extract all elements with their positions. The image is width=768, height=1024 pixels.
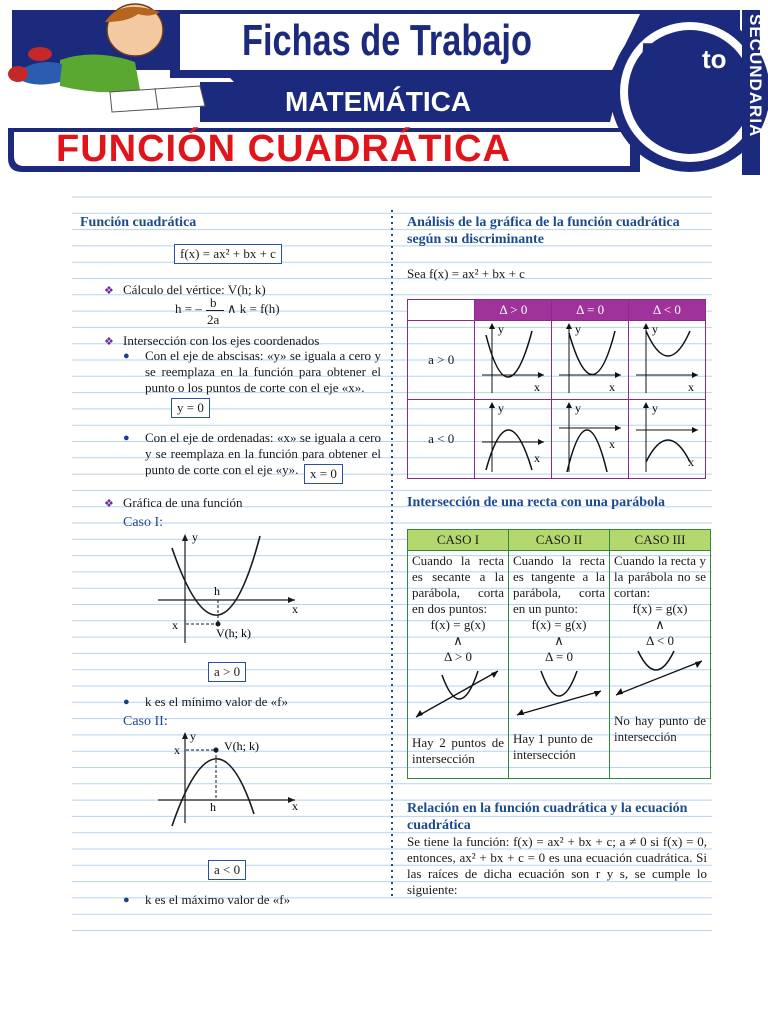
disc-header: Δ < 0 xyxy=(628,300,705,321)
vertex-numerator: b xyxy=(210,295,217,310)
svg-text:x: x xyxy=(687,380,694,394)
case2-box: a < 0 xyxy=(208,860,246,880)
disc-header: Δ > 0 xyxy=(475,300,552,321)
axis-x-label: x xyxy=(292,799,298,813)
caso-cell: Cuando la recta es tangente a la parábola, corta en un punto: f(x) = g(x) ∧ Δ = 0 Hay 1 punto de intersección xyxy=(509,551,610,779)
bullet-icon: ● xyxy=(123,432,130,444)
caso-header: CASO I xyxy=(408,530,509,551)
diamond-bullet-icon: ❖ xyxy=(104,285,114,297)
caso-header: CASO III xyxy=(610,530,711,551)
disc-graph xyxy=(628,400,705,479)
svg-text:x: x xyxy=(687,455,694,469)
svg-text:y: y xyxy=(575,401,582,415)
axis-x-label: x xyxy=(292,602,298,616)
abscissa-text: Con el eje de abscisas: «y» se iguala a cero y se reemplaza en la función para obtener el punto o los puntos de corte con el eje «x». xyxy=(145,348,381,395)
table-corner xyxy=(408,300,475,321)
header-topic: FUNCIÓN CUADRÁTICA xyxy=(56,128,511,170)
case2-graph xyxy=(150,728,310,828)
disc-row-label: a > 0 xyxy=(408,321,475,400)
header-title: Fichas de Trabajo xyxy=(242,16,532,65)
diamond-bullet-icon: ❖ xyxy=(104,498,114,510)
abscissa-box: y = 0 xyxy=(171,398,210,418)
vertex-h-prefix: h = – xyxy=(175,301,202,316)
caso-cell: Cuando la recta y la parábola no se cortan: f(x) = g(x) ∧ Δ < 0 No hay punto de intersección xyxy=(610,551,711,779)
grade-level: SECUNDARIA xyxy=(746,14,765,138)
vertex-label: Cálculo del vértice: V(h; k) xyxy=(123,282,266,297)
svg-text:x: x xyxy=(534,380,541,394)
case2-label: Caso II: xyxy=(123,714,168,729)
svg-text:y: y xyxy=(651,322,658,336)
formula-box: f(x) = ax² + bx + c xyxy=(174,244,282,264)
disc-graph xyxy=(475,321,552,400)
h-label: h xyxy=(210,800,216,814)
sea-formula: Sea f(x) = ax² + bx + c xyxy=(407,266,525,281)
discriminant-table xyxy=(407,299,706,479)
case1-note: k es el mínimo valor de «f» xyxy=(145,694,288,709)
svg-text:x: x xyxy=(609,437,616,451)
axis-y-label: y xyxy=(192,530,198,544)
disc-graph xyxy=(552,400,628,479)
bullet-icon: ● xyxy=(123,350,130,362)
casos-table xyxy=(407,529,711,779)
disc-graph xyxy=(552,321,628,400)
bullet-icon: ● xyxy=(123,894,130,906)
right-heading-1: Análisis de la gráfica de la función cuadrática según su discriminante xyxy=(407,215,680,247)
tangent-graph xyxy=(513,665,605,725)
header-subject: MATEMÁTICA xyxy=(285,86,472,117)
page-header xyxy=(0,0,768,185)
ordinate-box: x = 0 xyxy=(304,464,343,484)
axis-y-label: y xyxy=(190,729,196,743)
disc-row-label: a < 0 xyxy=(408,400,475,479)
vertex-label-graph: V(h; k) xyxy=(224,739,259,753)
diamond-bullet-icon: ❖ xyxy=(104,336,114,348)
case2-note: k es el máximo valor de «f» xyxy=(145,892,291,907)
left-heading: Función cuadrática xyxy=(80,215,197,230)
vertex-k: ∧ k = f(h) xyxy=(227,301,280,316)
fraction-bar xyxy=(206,310,224,311)
no-intersection-graph xyxy=(614,649,706,709)
right-heading-3: Relación en la función cuadrática y la ecuación cuadrática xyxy=(407,801,688,833)
h-label: h xyxy=(214,584,220,598)
svg-text:x: x xyxy=(609,380,616,394)
right-heading-2: Intersección de una recta con una parábola xyxy=(407,495,665,510)
case1-box: a > 0 xyxy=(208,662,246,682)
relation-text: Se tiene la función: f(x) = ax² + bx + c; a ≠ 0 si f(x) = 0, entonces, ax² + bx + c = 0 es una ecuación cuadrática. Si las raíces de dicha ecuación son r y s, se cumple lo siguiente: xyxy=(407,834,707,897)
secant-graph xyxy=(412,665,504,725)
grade-number: 5 xyxy=(636,23,690,130)
caso-header: CASO II xyxy=(509,530,610,551)
intersections-label: Intersección con los ejes coordenados xyxy=(123,333,320,348)
svg-text:x: x xyxy=(534,451,541,465)
caso-cell: Cuando la recta es secante a la parábola, corta en dos puntos: f(x) = g(x) ∧ Δ > 0 Hay 2 puntos de intersección xyxy=(408,551,509,779)
case1-label: Caso I: xyxy=(123,515,164,530)
case1-graph xyxy=(150,528,310,648)
graph-label: Gráfica de una función xyxy=(123,495,243,510)
ordinate-text: Con el eje de ordenadas: «x» se iguala a cero y se reemplaza en la función para obtener el punto de corte con el eje «y». xyxy=(145,430,381,477)
vertex-label-graph: V(h; k) xyxy=(216,626,251,640)
disc-graph xyxy=(628,321,705,400)
x-label-vertex: x xyxy=(172,618,178,632)
svg-text:y: y xyxy=(498,401,505,415)
bullet-icon: ● xyxy=(123,696,130,708)
svg-text:y: y xyxy=(575,322,582,336)
vertex-denominator: 2a xyxy=(207,312,220,327)
svg-text:y: y xyxy=(498,322,505,336)
disc-graph xyxy=(475,400,552,479)
svg-text:y: y xyxy=(651,401,658,415)
grade-suffix: to xyxy=(702,44,727,74)
x-label-vertex: x xyxy=(174,743,180,757)
disc-header: Δ = 0 xyxy=(552,300,628,321)
